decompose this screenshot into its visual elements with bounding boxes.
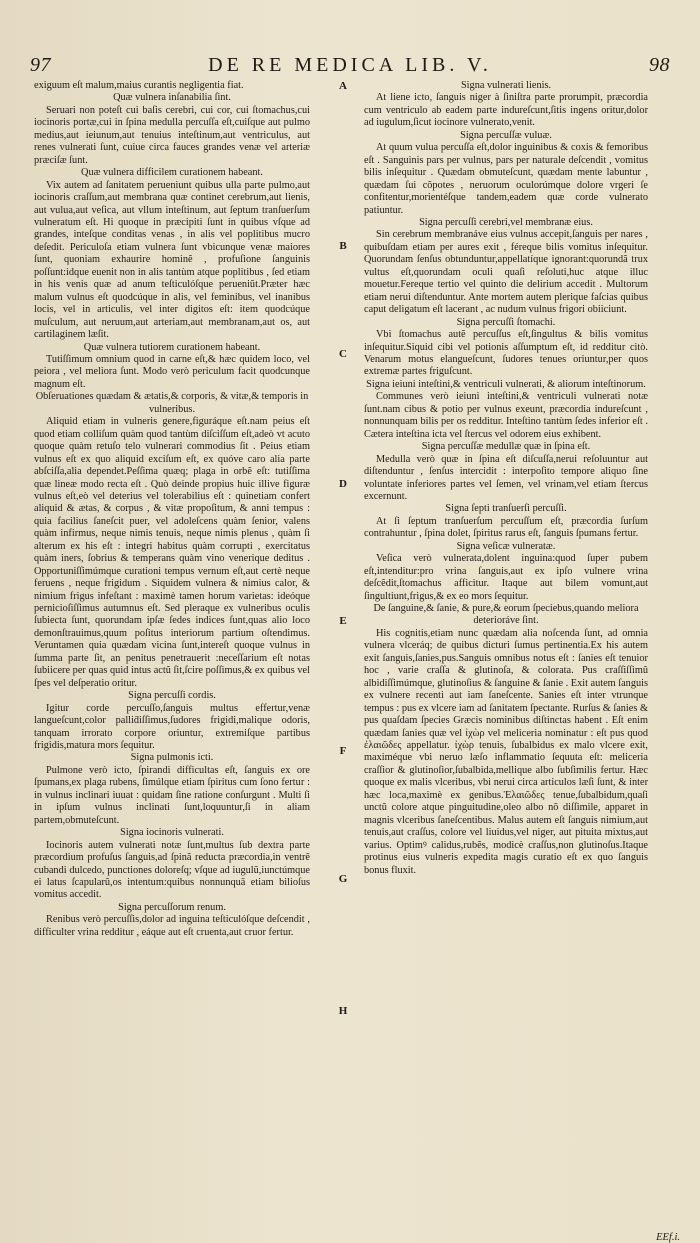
paragraph: At quum vulua percuſſa eſt,dolor inguinibus & coxis & femoribus eſt . Sanguinis pars per vulnus, pars per naturale deſcendit , vomitus bilis inſequitur . Quædam obmuteſcunt, quædam mente labuntur , quædam ſui cõpotes , neruorum oculorúmque dolore vrgeri ſe confitentur,morientéſque tandem,eadem quæ corde vulnerato patiuntur. bbox=[364, 142, 648, 216]
paragraph: Communes verò ieiuni inteſtini,& ventriculi vulnerati notæ ſunt.nam cibus & potio per vulnus exeunt, præcordia indureſcunt , nonnunquam bilis per os redditur. Inteſtino tantùm ſedes inferior eſt . Cætera inteſtina icta vel ſtercus vel odorem eius exhibent. bbox=[364, 391, 648, 440]
paragraph: At liene icto, ſanguis niger à ſiniſtra parte prorumpit, præcordia cum ventriculo ab eadem parte indureſcunt,ſitis ingens oritur,dolor ad iugulum,ſicut iocinore vulnerato,venit. bbox=[364, 92, 648, 129]
paragraph: Aliquid etiam in vulneris genere,figuráque eſt.nam peius eſt quod etiam colliſum quàm quod tantùm diſciſſum eſt,adeò vt acuto quoque quàm retuſo telo vulnerari commodius ſit . Peius etiam vulnus eſt ex quo aliquid exciſum eſt, ex quóve caro alia parte abſciſſa,alia dependet.Peſſima quæq; plaga in orbẽ eſt: tutiſſima quæ lineæ modo recta eſt . Quò deinde propius huic illive figuræ vulnus eſt,eò vel deterius vel tolerabilius eſt : quinetiam confert aliquid & ætas, & corpus , & vitæ propoſitum, & anni tempus : quia facilius ſaneſcit puer, vel adoleſcens quàm ſenior, valens quàm infirmus, neque nimis tenuis, neque nimis plenus , quàm ſi alterum ex his eſt : integri habitus quàm corrupti , exercitatus quàm iners, ſobrius & temperans quàm vino venerique deditus . Opportuniſſimúmque curationi tempus vernum eſt,aut certè neque feruens , neque frigidum . Siquidem vulnera & nimius calor, & nimium frigus infeſtant : maximè tamen horum varietas: ideóque pernicioſiſſimus autumnus eſt. Sed pleraque ex vulneribus oculis ſubiecta ſunt, quorundam ipſæ ſedes indices ſunt,quas alio loco demonſtrauimus,quum poſitus interiorum partium oſtendimus. Veruntamen quia quædam vicina ſunt,intereſt quoque vulnus in ſumma parte ſit, an penitus penetrauerit :neceſſarium eſt notas ſubiicere per quas quid intus actũ ſit,ſcire poſſimus,& ex quibus vel ſpes vel deſperatio oritur. bbox=[34, 416, 310, 689]
section-heading: Quæ vulnera tutiorem curationem habeant. bbox=[83, 341, 261, 353]
section-heading: Signa percuſſi cerebri,vel membranæ eius. bbox=[419, 216, 593, 228]
section-heading: Signa veſicæ vulneratæ. bbox=[456, 540, 556, 552]
paragraph: Renibus verò percuſſis,dolor ad inguina teſticulóſque deſcendit , difficulter vrina redditur , eáque aut eſt cruenta,aut cruor fertur. bbox=[34, 914, 310, 938]
margin-letter: H bbox=[338, 1005, 348, 1017]
printer-signature: EEf.i. bbox=[656, 1232, 680, 1243]
margin-letter: C bbox=[339, 348, 347, 360]
section-heading: De ſanguine,& ſanie, & pure,& eorum ſpeciebus,quando meliora deterioráve ſint. bbox=[373, 603, 639, 627]
page-header bbox=[30, 54, 670, 80]
margin-letter: F bbox=[339, 745, 347, 757]
section-heading: Quæ vulnera difficilem curationem habeant. bbox=[81, 167, 263, 179]
paragraph: Vbi ſtomachus autẽ percuſſus eſt,ſingultus & bilis vomitus inſequitur.Siquid cibi vel potionis aſſumptum eſt, id redditur citò. Venarum motus elangueſcunt, ſudores tenues oriuntur,per quos extremæ partes friguſcunt. bbox=[364, 329, 648, 378]
paragraph: At ſi ſeptum tranſuerſum percuſſum eſt, præcordia ſurſum contrahuntur , ſpina dolet, ſpiritus rarus eſt, ſanguis ſpumans fertur. bbox=[364, 515, 648, 540]
margin-letter: G bbox=[338, 873, 348, 885]
running-title: DE RE MEDICA LIB. V. bbox=[208, 54, 492, 76]
margin-section-letters bbox=[332, 80, 354, 1210]
paragraph: Sin cerebrum membranáve eius vulnus accepit,ſanguis per nares , quibuſdam etiam per aures exit , féreque bilis vomitus inſequitur. Quorundam ſenſus obtunduntur,appellatíque ignorant:quorundã trux vultus eſt,quorundam oculi quaſi reſoluti,huc atque illuc mouetur.Fereque tertio vel quinto die delirium accedit . Multorum etiam nerui diſtenduntur. Ante mortem autem plerique faſcias quibus caput deligatum eſt lacerant , ac nudum vulnus frigori obiiciunt. bbox=[364, 229, 648, 316]
margin-letter: B bbox=[339, 240, 347, 252]
paragraph: Pulmone verò icto, ſpirandi difficultas eſt, ſanguis ex ore ſpumans,ex plaga rubens, ſimúlque etiam ſpiritus cum ſono fertur : in vulnus inclinari iuuat : quidam ſine ratione conſurgunt . Multi ſi in ipſum vulnus inclinati ſunt,loquuntur,ſi in aliam partem,obmuteſcunt. bbox=[34, 764, 310, 826]
paragraph: Veſica verò vulnerata,dolent inguina:quod ſuper pubem eſt,intenditur:pro vrina ſanguis,aut ex ipſo vulnere vrina deſcẽdit,ſtomachus afficitur. Itaque aut bilem vomunt,aut ſingultiunt,frigus,& ex eo mors ſequitur. bbox=[364, 553, 648, 602]
paragraph: Vix autem ad ſanitatem perueniunt quibus ulla parte pulmo,aut iocinoris craſſum,aut membrana quæ continet cerebrum,aut lienis, aut vulua,aut veſica, aut vllum inteſtinum, aut ſeptum tranſuerſum vulneratum eſt. Hi quoque in præcipiti ſunt in quibus vſque ad grandes, inteſque conditas venas , in alis vel poplitibus mucro deſedit. Periculoſa etiam vulnera ſunt vbicunque venæ maiores ſunt, quoniam exhaurire hominẽ , profuſione ſanguinis poſſunt:idque euenit non in alis tantùm atque poplitibus , ſed etiam in his venis quæ ad anum teſticulóſque perueniũt.Præter hæc malum vulnus eſt quodcúque in alis, vel feminibus, vel inanibus locis, vel in articulis, vel inter digitos eſt: item quodcúque muſculum, aut neruum,aut arteriam,aut membranam,aut os, aut cartilaginem læſit. bbox=[34, 179, 310, 341]
paragraph: Igitur corde percuſſo,ſanguis multus effertur,venæ langueſcunt,color palliḋiſſimus,ſudores frigidi,malique odoris, tanquam irrorato corpore oriuntur, extremiſque partibus frigidis,matura mors ſequitur. bbox=[34, 702, 310, 752]
right-column bbox=[364, 80, 648, 1210]
paragraph: His cognitis,etiam nunc quædam alia noſcenda ſunt, ad omnia vulnera vlceráq; de quibus dicturi ſumus pertinentia.Ex his autem exit ſanguis,ſanies,pus.Sanguis omnibus notus eſt : ſanies eſt tenuior hoc , varie craſſa & glutinoſa, & colorata. Pus craſſiſſimũ albidiſſimúmque, glutinoſius & ſanguine & ſanie . Exit autem ſanguis ex vulnere recenti aut iam ſaneſcente. Sanies eſt inter vtrunque tempus : pus ex vlcere iam ad ſanitatem ſpectante. Rurſus & ſanies & pus quaſdam ſpecies Græcis nominibus diſtinctas habent . Eſt enim quædam ſanies quæ vel ἰχὼρ vel meliceria nominatur : eſt pus quod ἐλαιῶδες appellatur. ἰχὼρ tenuis, ſubalbidus ex malo vlcere exit, maximéque vbi neruo læſo inflammatio ſequuta eſt: meliceria craſſior & glutinoſior,ſubalbida,mellique albo ſubſimilis fertur. Hæc quoque ex malis vlceribus, vbi nerui circa articulos læſi ſunt, & inter hæc loca,maximè ex genibus.Ἐλαιῶδες tenue,ſubalbidum,quaſi unctũ colore atque pinguitudine,oleo albo nõ diſſimile, apparet in magnis vlceribus ſaneſcentibus. Malus autem eſt ſanguis nimium,aut tenuis,aut craſſus, colore vel liuidus,vel niger, aut pituita mixtus,aut varius. Optimꝰ calidus,rubẽs, modicè craſſus,non glutinoſus.Itaque protinus eius vulneris expedita magis curatio eſt ex quo ſanguis bonus fluxit. bbox=[364, 627, 648, 876]
section-heading: Signa percuſſi cordis. bbox=[128, 690, 216, 702]
section-heading: Obſeruationes quædam & ætatis,& corporis, & vitæ,& temporis in vulneribus. bbox=[35, 391, 309, 415]
section-heading: Signa percuſſæ vuluæ. bbox=[460, 129, 552, 141]
paragraph: Tutiſſimum omnium quod in carne eſt,& hæc quidem loco, vel peiora , vel meliora ſunt. Modo verò periculum facit quodcunque magnum eſt. bbox=[34, 353, 310, 390]
section-heading: Signa ieiuni inteſtini,& ventriculi vulnerati, & aliorum inteſtinorum. bbox=[366, 378, 646, 390]
section-heading: Signa ſepti tranſuerſi percuſſi. bbox=[445, 503, 567, 515]
section-heading: Signa iocinoris vulnerati. bbox=[120, 827, 224, 839]
section-heading: Quæ vulnera inſanabilia ſint. bbox=[113, 92, 231, 104]
section-heading: Signa pulmonis icti. bbox=[130, 752, 214, 764]
margin-letter: E bbox=[339, 615, 347, 627]
paragraph: Seruari non poteſt cui baſis cerebri, cui cor, cui ſtomachus,cui iocinoris portæ,cui in ſpina medulla percuſſa eſt,cuiſque aut pulmo medius,aut ieiunum,aut tenuius inteſtinum,aut ventriculus, aut renes vulnerati ſunt, cuiue circa fauces grandes venæ vel arteriæ præciſæ ſunt. bbox=[34, 104, 310, 166]
paragraph: Medulla verò quæ in ſpina eſt diſcuſſa,nerui reſoluuntur aut diſtenduntur , ſenſus intercidit : interpoſito tempore aliquo ſine voluntate inferiores partes vel ſemen, vel vrinam,vel etiam ſtercus excernunt. bbox=[364, 453, 648, 502]
text-columns bbox=[34, 80, 670, 1210]
margin-letter: D bbox=[339, 478, 347, 490]
right-page-number: 98 bbox=[649, 54, 670, 76]
section-heading: Signa percuſſorum renum. bbox=[118, 901, 226, 913]
margin-letter: A bbox=[339, 80, 347, 92]
paragraph: exiguum eſt malum,maius curantis negligentia fiat. bbox=[34, 80, 244, 91]
section-heading: Signa percuſſæ medullæ quæ in ſpina eſt. bbox=[421, 441, 591, 453]
paragraph: Iocinoris autem vulnerati notæ ſunt,multus ſub dextra parte præcordium profuſus ſanguis,ad ſpinã reducta præcordia,in ventrẽ cubandi dulcedo, punctiones doloreſq; vſque ad iugulũ,iunctúmque ei latus ſcapularũ,os intentum:quibus nonnunquã etiam bilioſus vomitus accedit. bbox=[34, 839, 310, 901]
left-column bbox=[34, 80, 310, 1210]
section-heading: Signa vulnerati lienis. bbox=[460, 80, 552, 91]
left-page-number: 97 bbox=[30, 54, 51, 76]
section-heading: Signa percuſſi ſtomachi. bbox=[456, 316, 556, 328]
